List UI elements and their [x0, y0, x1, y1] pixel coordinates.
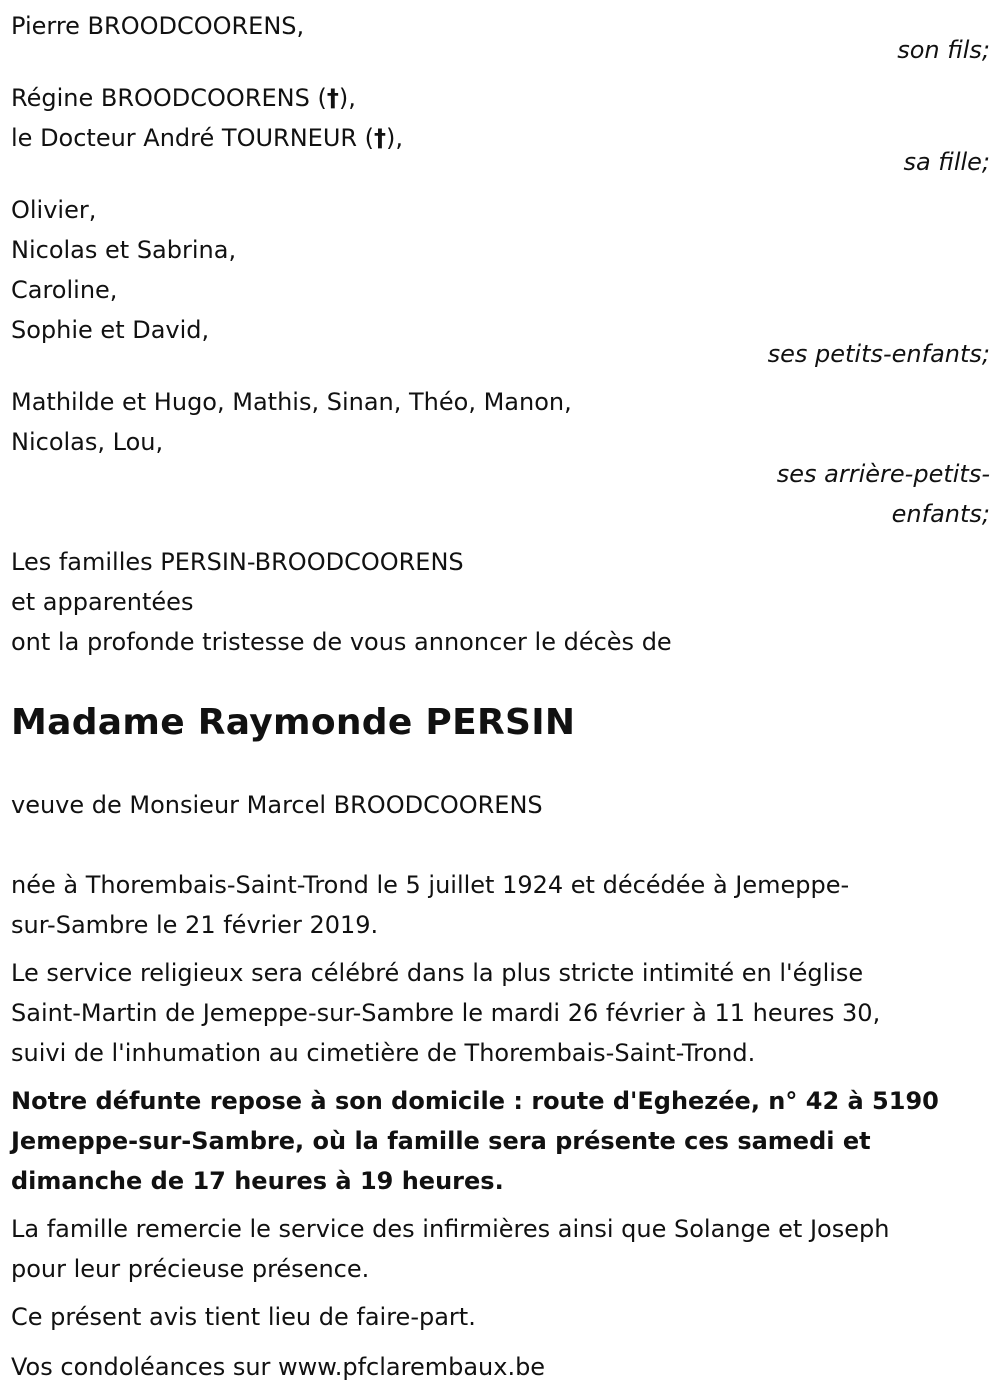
relation-label-line: ses arrière-petits- — [776, 460, 990, 488]
member-name: Régine BROODCOORENS ( — [11, 84, 327, 112]
family-group-grandchildren — [11, 190, 990, 374]
family-group-daughter — [11, 78, 990, 182]
paragraph-line: suivi de l'inhumation au cimetière de Thorembais-Saint-Trond. — [11, 1039, 756, 1067]
relation-label: ses petits-enfants; — [767, 340, 990, 368]
thanks-paragraph — [11, 1209, 990, 1289]
member-suffix: ), — [386, 124, 404, 152]
relation-label — [11, 454, 990, 534]
cross-icon: † — [326, 84, 339, 112]
family-member-line: Nicolas et Sabrina, — [11, 236, 237, 264]
deceased-name: Madame Raymonde PERSIN — [11, 702, 576, 743]
announcement — [11, 542, 990, 662]
paragraph-line: sur-Sambre le 21 février 2019. — [11, 911, 379, 939]
announcement-line: ont la profonde tristesse de vous annoncer le décès de — [11, 628, 672, 656]
family-member-line: Pierre BROODCOORENS, — [11, 12, 305, 40]
paragraph-line: Le service religieux sera célébré dans la plus stricte intimité en l'église — [11, 959, 864, 987]
member-name: le Docteur André TOURNEUR ( — [11, 124, 375, 152]
family-member-line: Sophie et David, — [11, 316, 210, 344]
paragraph-line: Jemeppe-sur-Sambre, où la famille sera présente ces samedi et — [11, 1127, 871, 1155]
announcement-line: Les familles PERSIN-BROODCOORENS — [11, 548, 464, 576]
birth-death-paragraph — [11, 865, 990, 945]
announcement-line: et apparentées — [11, 588, 194, 616]
family-group-great-grandchildren — [11, 382, 990, 534]
relation-label: sa fille; — [903, 148, 990, 176]
family-member-line: Mathilde et Hugo, Mathis, Sinan, Théo, Manon, — [11, 388, 572, 416]
paragraph-line: Saint-Martin de Jemeppe-sur-Sambre le mardi 26 février à 11 heures 30, — [11, 999, 881, 1027]
family-group-son — [11, 6, 990, 70]
paragraph-line: La famille remercie le service des infirmières ainsi que Solange et Joseph — [11, 1215, 890, 1243]
relation-label: son fils; — [897, 36, 990, 64]
cross-icon: † — [374, 124, 387, 152]
paragraph-line: née à Thorembais-Saint-Trond le 5 juillet 1924 et décédée à Jemeppe- — [11, 871, 850, 899]
family-member-line — [11, 78, 990, 118]
condolences-notice — [11, 1347, 990, 1387]
paragraph-line: Ce présent avis tient lieu de faire-part. — [11, 1303, 476, 1331]
faire-part-notice — [11, 1297, 990, 1337]
paragraph-line: Notre défunte repose à son domicile : route d'Eghezée, n° 42 à 5190 — [11, 1087, 939, 1115]
paragraph-line: pour leur précieuse présence. — [11, 1255, 370, 1283]
service-paragraph — [11, 953, 990, 1073]
family-member-line: Caroline, — [11, 276, 118, 304]
member-suffix: ), — [338, 84, 356, 112]
paragraph-line: dimanche de 17 heures à 19 heures. — [11, 1167, 504, 1195]
family-member-line: Olivier, — [11, 196, 97, 224]
condolences-link[interactable]: Vos condoléances sur www.pfclarembaux.be — [11, 1353, 546, 1381]
relation-label-line: enfants; — [891, 500, 990, 528]
widow-of: veuve de Monsieur Marcel BROODCOORENS — [11, 791, 543, 819]
repose-paragraph — [11, 1081, 990, 1201]
family-member-line: Nicolas, Lou, — [11, 428, 164, 456]
